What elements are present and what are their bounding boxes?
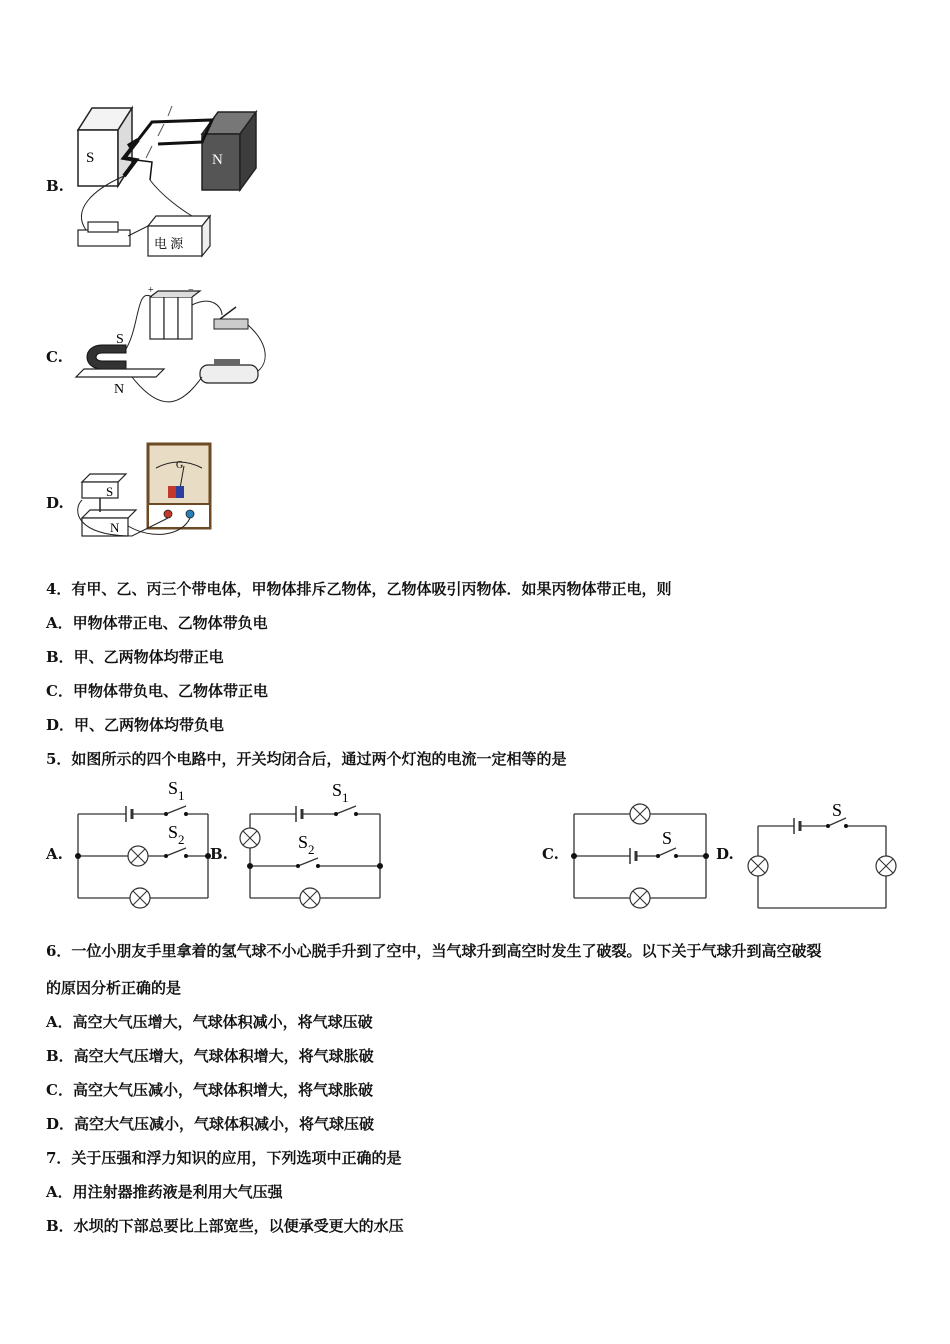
q3-option-d-label: D. (46, 494, 64, 512)
q3-option-b-figure (72, 100, 272, 260)
q6-option-a: A．高空大气压增大，气球体积减小，将气球压破 (46, 1013, 373, 1031)
svg-text:+: + (148, 285, 154, 296)
q7-option-b: B．水坝的下部总要比上部宽些，以便承受更大的水压 (46, 1217, 404, 1235)
q6-stem-line2: 的原因分析正确的是 (46, 979, 182, 997)
q4-stem: 4．有甲、乙、丙三个带电体，甲物体排斥乙物体，乙物体吸引丙物体．如果丙物体带正电，则 (46, 580, 672, 598)
galvanometer-label: G (176, 460, 184, 471)
q5-circuit-b (236, 776, 386, 916)
q5-stem: 5．如图所示的四个电路中，开关均闭合后，通过两个灯泡的电流一定相等的是 (46, 750, 567, 768)
meter-pole-n-label: N (110, 520, 120, 535)
q4-option-a: A．甲物体带正电、乙物体带负电 (46, 614, 268, 632)
q3-option-c-label: C. (46, 348, 63, 366)
q5-circuit-c (566, 798, 716, 914)
switch-s-label: S (662, 828, 673, 848)
q6-option-c: C．高空大气压减小，气球体积增大，将气球胀破 (46, 1081, 373, 1099)
power-supply-label: 电 源 (154, 236, 184, 251)
q7-option-a: A．用注射器推药液是利用大气压强 (46, 1183, 283, 1201)
svg-text:S2 (168, 822, 185, 847)
subscript-1: 1 (342, 790, 349, 805)
magnet-s-label: S (86, 150, 95, 166)
switch-s-symbol: S (168, 778, 179, 798)
magnet-n-label: N (212, 152, 223, 168)
q6-stem-line1: 6．一位小朋友手里拿着的氢气球不小心脱手升到了空中，当气球升到高空时发生了破裂。以下关于气球升到高空破裂 (46, 942, 822, 960)
switch-s-label: S (832, 800, 843, 820)
q5-circuit-a-label: A. (46, 845, 63, 863)
svg-text:S2 (298, 832, 315, 857)
q5-circuit-d (742, 800, 902, 914)
q4-option-b: B．甲、乙两物体均带正电 (46, 648, 224, 666)
q3-option-b-label: B. (46, 177, 64, 195)
pole-n-label: N (114, 382, 125, 397)
pole-s-label: S (116, 332, 124, 347)
subscript-2: 2 (308, 842, 315, 857)
svg-text:S1 (332, 780, 349, 805)
switch-s-symbol: S (298, 832, 309, 852)
q7-stem: 7．关于压强和浮力知识的应用，下列选项中正确的是 (46, 1149, 402, 1167)
q5-circuit-a (70, 776, 215, 916)
q3-option-d-figure (72, 440, 232, 550)
subscript-1: 1 (178, 788, 185, 803)
meter-pole-s-label: S (106, 484, 114, 499)
switch-s-symbol: S (168, 822, 179, 842)
q6-option-b: B．高空大气压增大，气球体积增大，将气球胀破 (46, 1047, 374, 1065)
switch-s-symbol: S (332, 780, 343, 800)
q6-option-d: D．高空大气压减小，气球体积减小，将气球压破 (46, 1115, 375, 1133)
svg-text:−: − (188, 285, 194, 296)
q5-circuit-d-label: D. (716, 845, 734, 863)
q5-circuit-b-label: B. (210, 845, 228, 863)
q4-option-d: D．甲、乙两物体均带负电 (46, 716, 225, 734)
q3-option-c-figure (72, 285, 272, 415)
q5-circuit-c-label: C. (542, 845, 559, 863)
svg-text:S1 (168, 778, 185, 803)
q4-option-c: C．甲物体带负电、乙物体带正电 (46, 682, 268, 700)
subscript-2: 2 (178, 832, 185, 847)
